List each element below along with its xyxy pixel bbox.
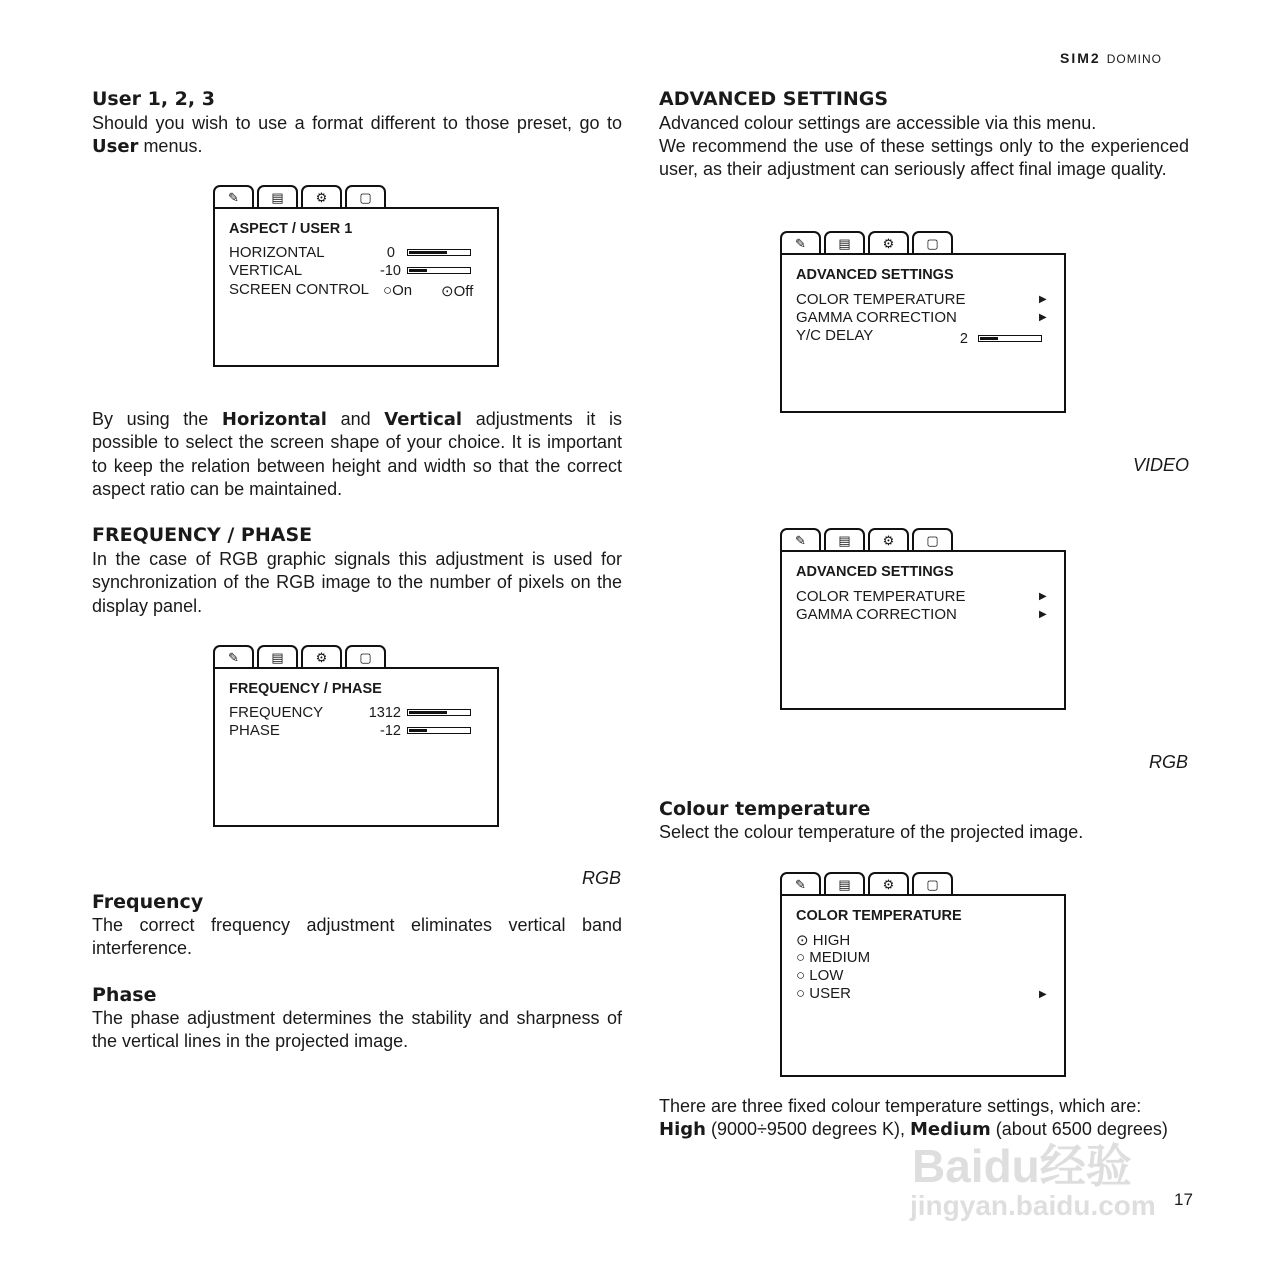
vertical-label: VERTICAL <box>229 262 303 279</box>
horizontal-value: 0 <box>386 245 395 261</box>
yc-delay-value: 2 <box>959 331 968 347</box>
radio-empty-icon: ○ <box>796 985 806 1002</box>
colour-temperature-heading: Colour temperature <box>659 798 871 820</box>
fixed-temperatures-paragraph: There are three fixed colour temperature settings, which are: High (9000÷9500 degrees K), Medium (about 6500 degrees) <box>659 1096 1168 1141</box>
gear-icon[interactable]: ⚙ <box>868 872 909 896</box>
radio-empty-icon: ○ <box>383 282 393 299</box>
horizontal-label: HORIZONTAL <box>229 244 325 261</box>
yc-delay-slider-fill <box>980 337 998 340</box>
arrow-right-icon: ▶ <box>1039 989 1047 1000</box>
frequency-paragraph: The correct frequency adjustment eliminates vertical band interference. <box>92 915 622 959</box>
frequency-phase-heading: FREQUENCY / PHASE <box>92 524 313 546</box>
phase-paragraph: The phase adjustment determines the stability and sharpness of the vertical lines in the projected image. <box>92 1008 622 1052</box>
colour-temperature-paragraph: Select the colour temperature of the projected image. <box>659 822 1084 842</box>
option-low[interactable]: ○ LOW <box>796 967 844 984</box>
screen-control-on[interactable]: ○On <box>383 282 413 299</box>
advanced-settings-video-menu <box>780 231 1066 413</box>
phase-label: PHASE <box>229 722 280 739</box>
menu-panel <box>213 207 499 367</box>
menu-title: ADVANCED SETTINGS <box>796 267 954 283</box>
menu-panel <box>780 253 1066 413</box>
tools-icon[interactable]: ✎ <box>780 528 821 552</box>
brand-name: SIM2 <box>1060 50 1101 66</box>
gear-icon[interactable]: ⚙ <box>301 185 342 209</box>
radio-empty-icon: ○ <box>796 949 806 966</box>
color-temperature-item[interactable]: COLOR TEMPERATURE <box>796 291 966 308</box>
menu-title: FREQUENCY / PHASE <box>229 681 382 697</box>
vertical-slider-fill <box>409 269 427 272</box>
frequency-slider[interactable] <box>407 709 471 716</box>
gear-icon[interactable]: ⚙ <box>301 645 342 669</box>
document-icon[interactable]: ▢ <box>345 185 386 209</box>
picture-edit-icon[interactable]: ▤ <box>824 231 865 255</box>
frequency-phase-paragraph: In the case of RGB graphic signals this adjustment is used for synchronization of the RGB image to the number of pixels on the display panel. <box>92 549 622 616</box>
picture-edit-icon[interactable]: ▤ <box>257 185 298 209</box>
arrow-right-icon: ▶ <box>1039 312 1047 323</box>
brand-logo <box>1060 50 1162 66</box>
gamma-correction-item[interactable]: GAMMA CORRECTION <box>796 606 957 623</box>
radio-selected-icon: ⊙ <box>796 932 809 949</box>
menu-panel <box>780 894 1066 1077</box>
arrow-right-icon: ▶ <box>1039 609 1047 620</box>
page-number: 17 <box>1174 1190 1193 1209</box>
menu-tabs <box>213 185 393 209</box>
frequency-label: FREQUENCY <box>229 704 324 721</box>
advanced-settings-heading: ADVANCED SETTINGS <box>659 88 889 110</box>
menu-tabs <box>780 231 960 255</box>
tools-icon[interactable]: ✎ <box>213 645 254 669</box>
model-name: DOMINO <box>1106 52 1163 66</box>
yc-delay-label: Y/C DELAY <box>796 327 874 344</box>
aspect-menu <box>213 185 499 367</box>
advanced-settings-intro: Advanced colour settings are accessible via this menu. <box>659 113 1097 133</box>
document-icon[interactable]: ▢ <box>912 528 953 552</box>
menu-title: ASPECT / USER 1 <box>229 221 353 237</box>
horizontal-slider-fill <box>409 251 447 254</box>
caption-rgb: RGB <box>582 868 622 888</box>
option-user[interactable]: ○ USER <box>796 985 851 1002</box>
gear-icon[interactable]: ⚙ <box>868 231 909 255</box>
watermark-url: jingyan.baidu.com <box>910 1190 1156 1221</box>
color-temperature-item[interactable]: COLOR TEMPERATURE <box>796 588 966 605</box>
document-icon[interactable]: ▢ <box>912 231 953 255</box>
phase-value: -12 <box>380 723 401 739</box>
advanced-settings-warning: We recommend the use of these settings only to the experienced user, as their adjustment can seriously affect final image quality. <box>659 136 1189 180</box>
advanced-settings-rgb-menu <box>780 528 1066 710</box>
screen-control-off[interactable]: ⊙Off <box>441 283 474 300</box>
color-temperature-menu <box>780 872 1066 1077</box>
frequency-phase-menu <box>213 645 499 827</box>
picture-edit-icon[interactable]: ▤ <box>824 528 865 552</box>
menu-panel <box>780 550 1066 710</box>
picture-edit-icon[interactable]: ▤ <box>257 645 298 669</box>
caption-video: VIDEO <box>1133 455 1190 475</box>
yc-delay-slider[interactable] <box>978 335 1042 342</box>
frequency-value: 1312 <box>368 705 401 721</box>
horizontal-slider[interactable] <box>407 249 471 256</box>
option-medium[interactable]: ○ MEDIUM <box>796 949 871 966</box>
user-heading: User 1, 2, 3 <box>92 88 215 110</box>
menu-title: ADVANCED SETTINGS <box>796 564 954 580</box>
phase-heading: Phase <box>92 984 157 1006</box>
arrow-right-icon: ▶ <box>1039 591 1047 602</box>
tools-icon[interactable]: ✎ <box>780 231 821 255</box>
radio-selected-icon: ⊙ <box>441 283 454 300</box>
picture-edit-icon[interactable]: ▤ <box>824 872 865 896</box>
tools-icon[interactable]: ✎ <box>213 185 254 209</box>
user-paragraph: Should you wish to use a format different to those preset, go to User menus. <box>92 113 622 158</box>
menu-tabs <box>213 645 393 669</box>
radio-empty-icon: ○ <box>796 967 806 984</box>
arrow-right-icon: ▶ <box>1039 294 1047 305</box>
menu-panel <box>213 667 499 827</box>
option-high[interactable]: ⊙ HIGH <box>796 932 851 949</box>
gear-icon[interactable]: ⚙ <box>868 528 909 552</box>
caption-rgb-right: RGB <box>1149 752 1189 772</box>
horizontal-vertical-paragraph: By using the Horizontal and Vertical adjustments it is possible to select the screen shape of your choice. It is important to keep the relation between height and width so that the correct aspect ratio can be maintained. <box>92 409 622 499</box>
menu-tabs <box>780 528 960 552</box>
screen-control-label: SCREEN CONTROL <box>229 281 370 298</box>
watermark-logo: Baidu经验 <box>912 1140 1132 1192</box>
phase-slider[interactable] <box>407 727 471 734</box>
vertical-slider[interactable] <box>407 267 471 274</box>
frequency-heading: Frequency <box>92 891 204 913</box>
document-icon[interactable]: ▢ <box>345 645 386 669</box>
frequency-slider-fill <box>409 711 447 714</box>
document-icon[interactable]: ▢ <box>912 872 953 896</box>
vertical-value: -10 <box>380 263 401 279</box>
phase-slider-fill <box>409 729 427 732</box>
menu-title: COLOR TEMPERATURE <box>796 908 962 924</box>
gamma-correction-item[interactable]: GAMMA CORRECTION <box>796 309 957 326</box>
menu-tabs <box>780 872 960 896</box>
tools-icon[interactable]: ✎ <box>780 872 821 896</box>
